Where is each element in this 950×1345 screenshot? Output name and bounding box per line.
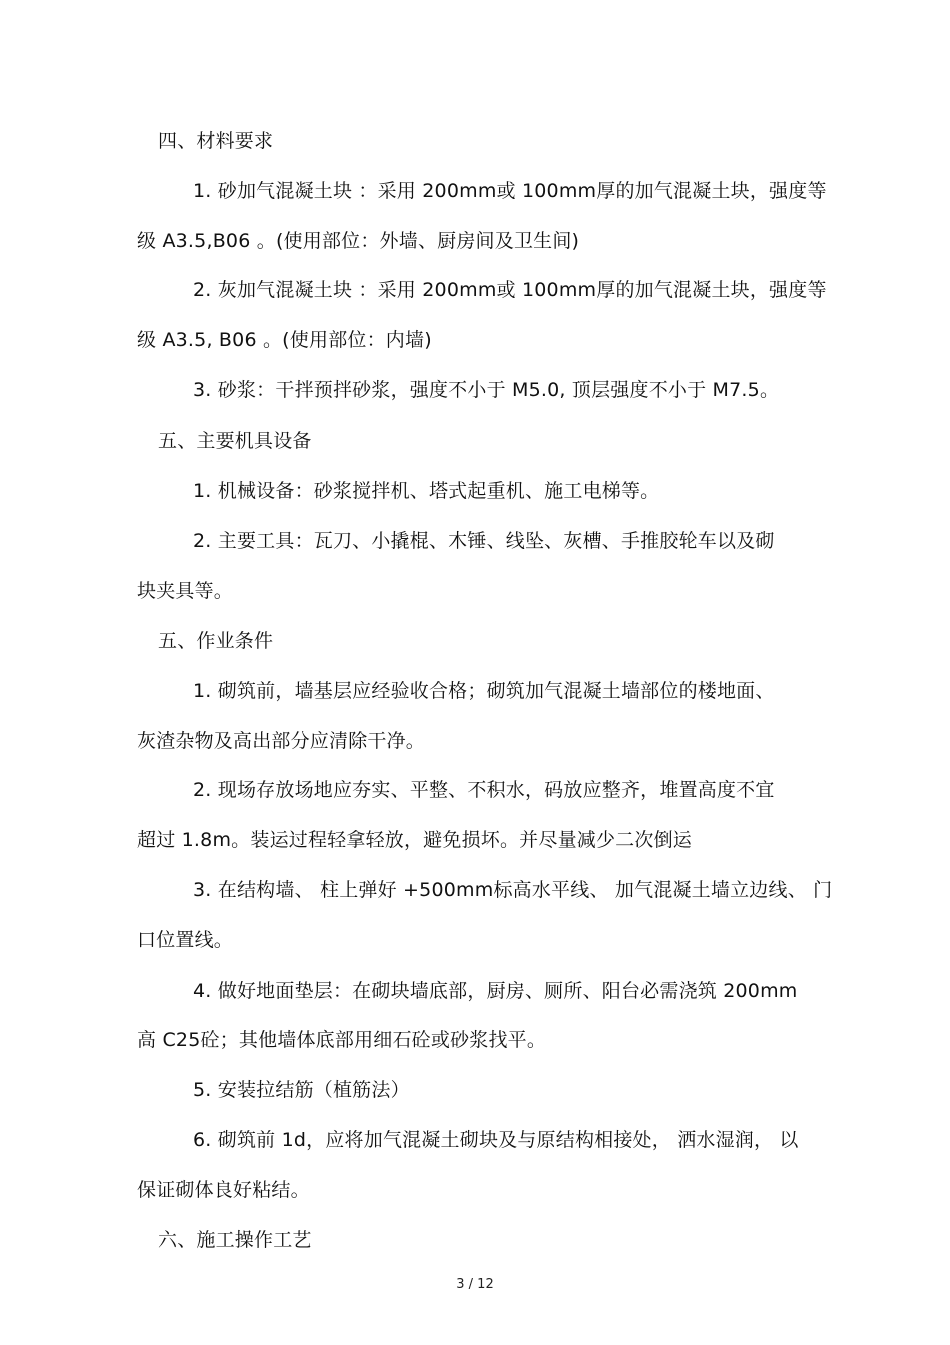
paragraph-line: 口位置线。 bbox=[137, 929, 234, 951]
section-heading-materials: 四、材料要求 bbox=[158, 130, 274, 152]
paragraph-line: 1. 机械设备：砂浆搅拌机、塔式起重机、施工电梯等。 bbox=[193, 480, 660, 502]
paragraph-line: 1. 砂加气混凝土块 ：采用 200mm或 100mm厚的加气混凝土块，强度等 bbox=[193, 180, 827, 202]
paragraph-line: 3. 砂浆：干拌预拌砂浆，强度不小于 M5.0, 顶层强度不小于 M7.5。 bbox=[193, 379, 780, 401]
paragraph-line: 级 A3.5, B06 。(使用部位：内墙) bbox=[137, 329, 432, 351]
paragraph-line: 1. 砌筑前，墙基层应经验收合格；砌筑加气混凝土墙部位的楼地面、 bbox=[193, 680, 775, 702]
paragraph-line: 2. 主要工具：瓦刀、小撬棍、木锤、线坠、灰槽、手推胶轮车以及砌 bbox=[193, 530, 775, 552]
paragraph-line: 保证砌体良好粘结。 bbox=[137, 1179, 310, 1201]
paragraph-line: 6. 砌筑前 1d，应将加气混凝土砌块及与原结构相接处， 洒水湿润， 以 bbox=[193, 1129, 799, 1151]
section-heading-conditions: 五、作业条件 bbox=[158, 630, 274, 652]
paragraph-line: 2. 现场存放场地应夯实、平整、不积水，码放应整齐，堆置高度不宜 bbox=[193, 779, 775, 801]
paragraph-line: 5. 安装拉结筋（植筋法） bbox=[193, 1079, 410, 1101]
paragraph-line: 高 C25砼；其他墙体底部用细石砼或砂浆找平。 bbox=[137, 1029, 547, 1051]
paragraph-line: 块夹具等。 bbox=[137, 580, 234, 602]
paragraph-line: 超过 1.8m。装运过程轻拿轻放，避免损坏。并尽量减少二次倒运 bbox=[137, 829, 692, 851]
section-heading-equipment: 五、主要机具设备 bbox=[158, 430, 312, 452]
page-indicator: 3 / 12 bbox=[456, 1277, 494, 1292]
paragraph-line: 级 A3.5,B06 。(使用部位：外墙、厨房间及卫生间) bbox=[137, 230, 580, 252]
paragraph-line: 2. 灰加气混凝土块 ：采用 200mm或 100mm厚的加气混凝土块，强度等 bbox=[193, 279, 827, 301]
section-heading-process: 六、施工操作工艺 bbox=[158, 1229, 312, 1251]
paragraph-line: 3. 在结构墙、 柱上弹好 +500mm标高水平线、 加气混凝土墙立边线、 门 bbox=[193, 879, 833, 901]
paragraph-line: 灰渣杂物及高出部分应清除干净。 bbox=[137, 730, 426, 752]
paragraph-line: 4. 做好地面垫层：在砌块墙底部，厨房、厕所、阳台必需浇筑 200mm bbox=[193, 980, 798, 1002]
